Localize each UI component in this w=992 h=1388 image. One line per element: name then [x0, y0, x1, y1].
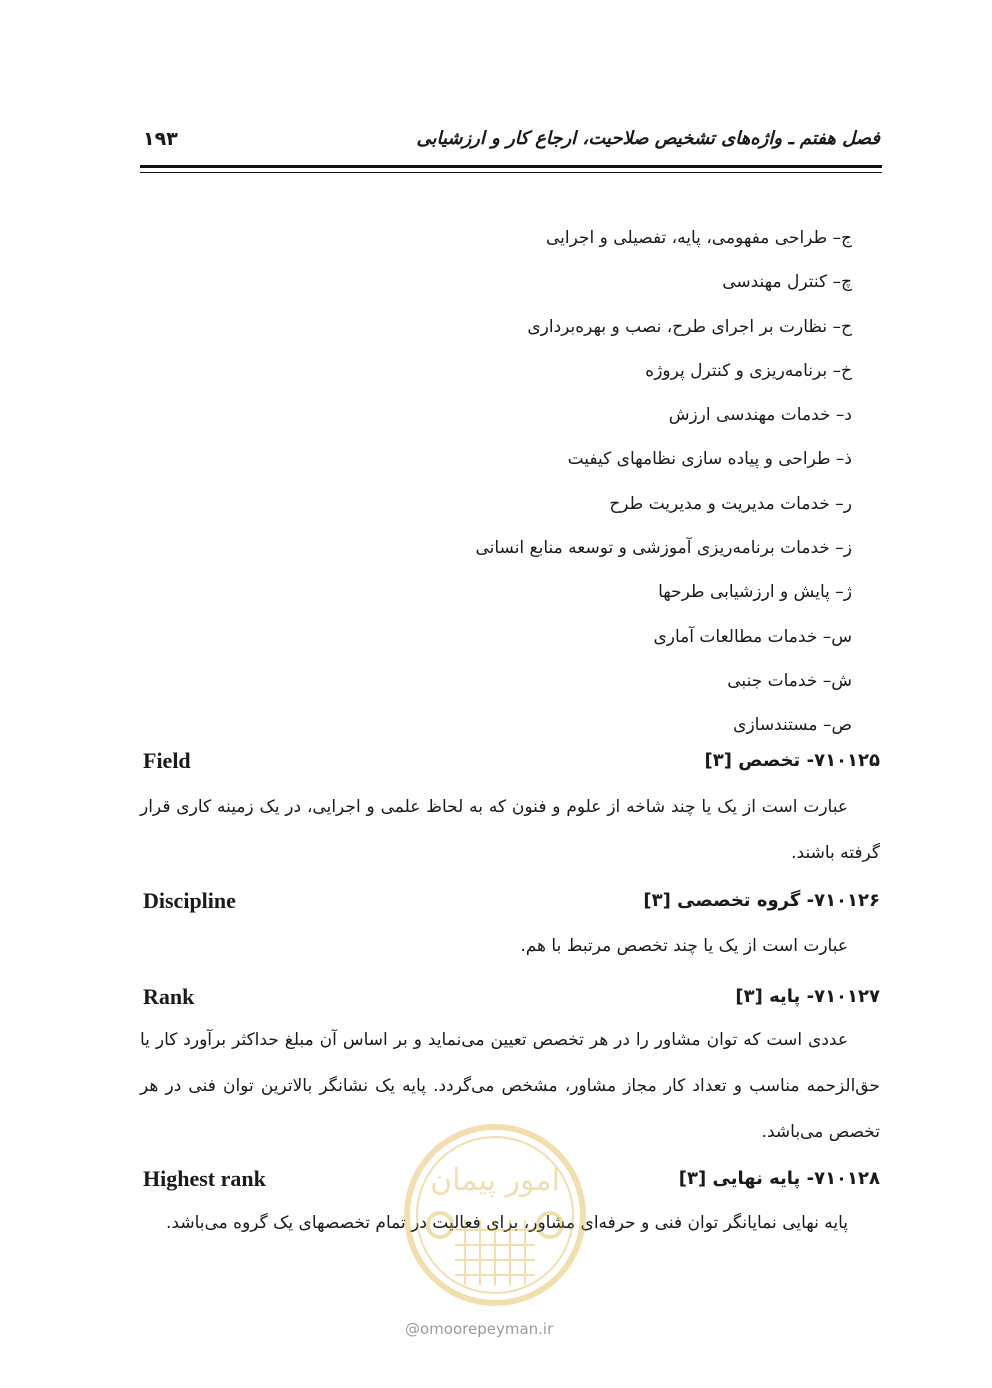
entry-english-term: Highest rank [143, 1166, 266, 1191]
watermark-logo-text: امور پیمان [430, 1163, 560, 1198]
list-item: ر– خدمات مدیریت و مدیریت طرح [609, 493, 852, 514]
list-item: د– خدمات مهندسی ارزش [668, 405, 852, 426]
entry-heading [705, 750, 880, 771]
list-item: خ– برنامه‌ریزی و کنترل پروژه [645, 360, 852, 381]
watermark-site: @omoorepeyman.ir [405, 1320, 554, 1338]
services-list [475, 216, 852, 748]
list-item: ز– خدمات برنامه‌ریزی آموزشی و توسعه منابع انسانی [475, 538, 852, 559]
entry-heading [679, 1168, 880, 1189]
watermark-logo [400, 1120, 590, 1310]
entry-term: پایه [۳] [735, 986, 801, 1007]
list-item: ژ– پایش و ارزشیابی طرحها [658, 582, 852, 603]
entry-english-term: Field [143, 748, 191, 773]
entry-english-term: Discipline [143, 888, 236, 913]
entry-term: گروه تخصصی [۳] [643, 890, 801, 911]
running-header-title: فصل هفتم ـ واژه‌های تشخیص صلاحیت، ارجاع کار و ارزشیابی [416, 128, 880, 149]
entry-definition: عبارت است از یک یا چند شاخه از علوم و فنون که به لحاظ علمی و اجرایی، در یک زمینه کاری قرار گرفته باشند. [140, 797, 880, 863]
entry-number: ۷۱۰۱۲۷- [806, 986, 880, 1007]
list-item: ذ– طراحی و پیاده سازی نظامهای کیفیت [567, 449, 852, 470]
list-item: چ– کنترل مهندسی [722, 272, 852, 293]
list-item: ج– طراحی مفهومی، پایه، تفصیلی و اجرایی [546, 228, 852, 248]
header-rule-thick [140, 165, 882, 168]
entry-heading [735, 986, 880, 1007]
list-item: ح– نظارت بر اجرای طرح، نصب و بهره‌برداری [527, 316, 852, 337]
entry-term: تخصص [۳] [704, 750, 801, 771]
entry-number: ۷۱۰۱۲۵- [806, 750, 880, 771]
header-rule-thin [140, 172, 882, 173]
entry-english-term: Rank [143, 984, 195, 1009]
entry-definition: عددی است که توان مشاور را در هر تخصص تعیین می‌نماید و بر اساس آن مبلغ حداکثر برآورد کار یا حق‌الزحمه مناسب و تعداد کار مجاز مشاور، مشخص می‌گردد. پایه یک نشانگر بالاترین توان فنی در هر تخصص می‌باشد. [140, 1030, 880, 1142]
list-item: ص– مستندسازی [733, 715, 852, 736]
entry-number: ۷۱۰۱۲۶- [806, 890, 880, 911]
entry-heading [643, 890, 880, 911]
page-number: ۱۹۳ [143, 128, 178, 150]
entry-term: پایه نهایی [۳] [678, 1168, 801, 1189]
list-item: ش– خدمات جنبی [727, 670, 852, 691]
entry-definition: عبارت است از یک یا چند تخصص مرتبط با هم. [520, 936, 848, 956]
entry-number: ۷۱۰۱۲۸- [806, 1168, 880, 1189]
entry-definition: پایه نهایی نمایانگر توان فنی و حرفه‌ای مشاور، برای فعالیت در تمام تخصصهای یک گروه می‌باشد. [166, 1213, 848, 1233]
list-item: س– خدمات مطالعات آماری [653, 626, 852, 647]
